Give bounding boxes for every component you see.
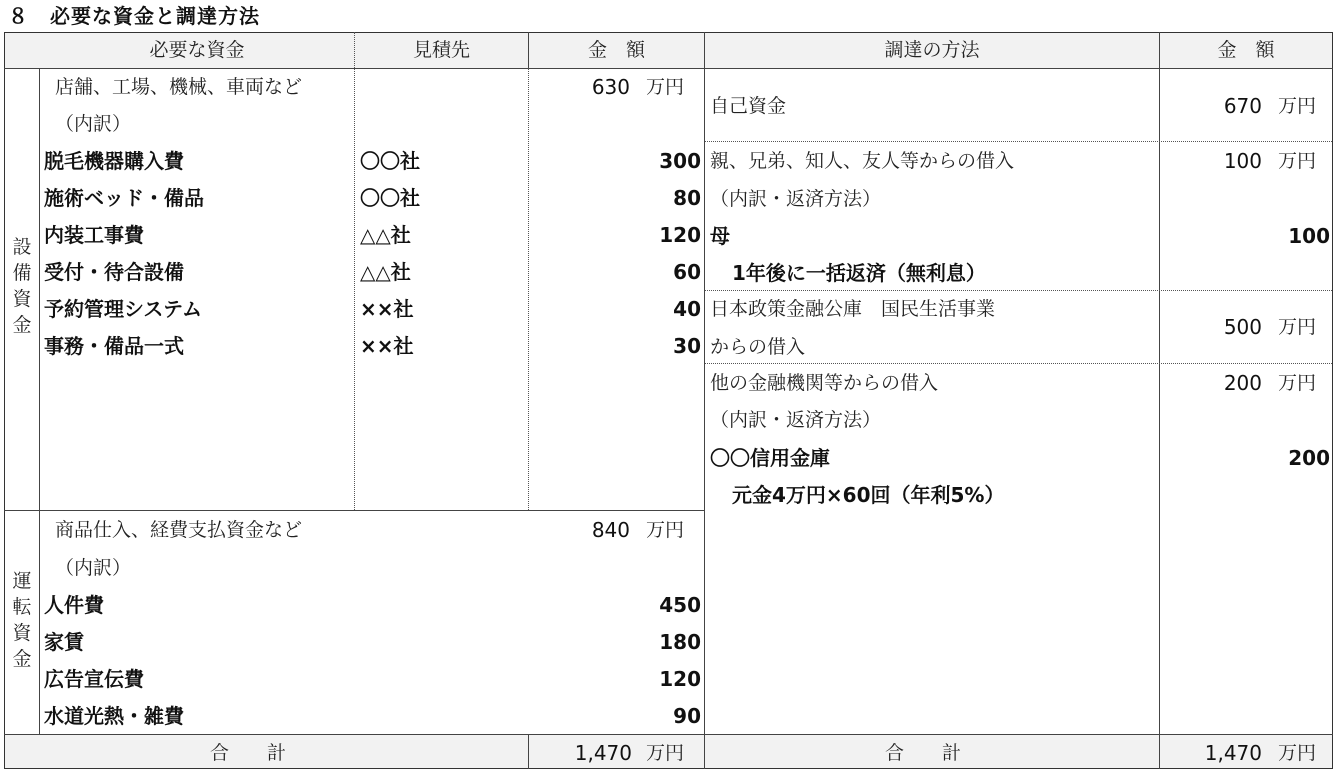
family-loan-amount: 100 [1223, 149, 1262, 173]
operating-item-amount: 450 [659, 593, 701, 617]
jfc-amount: 500 [1223, 315, 1262, 339]
equipment-operating-divider [4, 510, 704, 511]
total-unit-left: 万円 [646, 742, 685, 764]
operating-label-text: 運転資金 [12, 570, 32, 670]
header-need: 必要な資金 [149, 39, 245, 61]
other-terms: 元金4万円×60回（年利5%） [732, 483, 1005, 507]
equipment-item-vendor: 〇〇社 [360, 186, 420, 210]
operating-item-amount: 120 [659, 667, 701, 691]
other-lender-amount: 200 [1288, 446, 1330, 470]
equipment-item-vendor: △△社 [360, 223, 411, 247]
section-title: ８ 必要な資金と調達方法 [8, 4, 260, 28]
header-amount-right: 金 額 [1217, 39, 1275, 61]
equipment-item-vendor: 〇〇社 [360, 149, 420, 173]
equipment-breakdown: （内訳） [55, 113, 132, 135]
equipment-item-name: 受付・待合設備 [44, 260, 184, 284]
other-breakdown: （内訳・返済方法） [710, 409, 882, 431]
equipment-item-name: 事務・備品一式 [44, 334, 184, 358]
header-amount-left: 金 額 [587, 39, 645, 61]
col-divider [528, 734, 529, 769]
operating-item-name: 家賃 [44, 630, 84, 654]
funding-row-divider [705, 290, 1332, 291]
other-loan-unit: 万円 [1278, 372, 1317, 394]
total-amount-left: 1,470 [574, 741, 632, 765]
operating-category: 商品仕入、経費支払資金など [55, 519, 303, 541]
funding-row-divider [705, 141, 1332, 142]
family-lender: 母 [710, 224, 730, 248]
center-divider [704, 32, 705, 769]
jfc-unit: 万円 [1278, 316, 1317, 338]
other-loan-amount: 200 [1223, 371, 1262, 395]
equipment-category: 店舗、工場、機械、車両など [55, 76, 303, 98]
total-unit-right: 万円 [1278, 742, 1317, 764]
other-loan-label: 他の金融機関等からの借入 [710, 372, 939, 394]
label-column-divider [39, 68, 40, 734]
equipment-item-amount: 30 [673, 334, 701, 358]
jfc-line2: からの借入 [710, 336, 806, 358]
operating-total: 840 [591, 518, 630, 542]
other-lender: 〇〇信用金庫 [710, 446, 830, 470]
total-label-left: 合 計 [210, 742, 287, 764]
equipment-item-vendor: △△社 [360, 260, 411, 284]
equipment-item-name: 予約管理システム [44, 297, 202, 321]
totals-divider [4, 734, 1333, 735]
operating-item-amount: 180 [659, 630, 701, 654]
operating-funds-label [10, 568, 34, 672]
equipment-funds-label [10, 234, 34, 338]
equipment-item-name: 内装工事費 [44, 223, 144, 247]
family-breakdown: （内訳・返済方法） [710, 188, 882, 210]
family-lender-amount: 100 [1288, 224, 1330, 248]
header-method: 調達の方法 [884, 39, 980, 61]
header-vendor: 見積先 [412, 39, 470, 61]
operating-item-amount: 90 [673, 704, 701, 728]
total-label-right: 合 計 [885, 742, 962, 764]
equipment-item-vendor: ××社 [360, 334, 414, 358]
family-terms: 1年後に一括返済（無利息） [732, 261, 986, 285]
equipment-item-name: 施術ベッド・備品 [44, 186, 204, 210]
equipment-item-name: 脱毛機器購入費 [44, 149, 184, 173]
operating-breakdown: （内訳） [55, 557, 132, 579]
equipment-item-amount: 120 [659, 223, 701, 247]
operating-item-name: 水道光熱・雑費 [44, 704, 184, 728]
own-capital-unit: 万円 [1278, 95, 1317, 117]
vendor-column-divider [354, 32, 355, 510]
funding-row-divider [705, 363, 1332, 364]
family-loan-label: 親、兄弟、知人、友人等からの借入 [710, 150, 1015, 172]
equipment-item-vendor: ××社 [360, 297, 414, 321]
amount-column-divider [528, 68, 529, 510]
operating-item-name: 広告宣伝費 [44, 667, 144, 691]
family-loan-unit: 万円 [1278, 150, 1317, 172]
equipment-item-amount: 60 [673, 260, 701, 284]
funding-table [4, 32, 1333, 769]
total-amount-right: 1,470 [1204, 741, 1262, 765]
right-amount-divider [1159, 32, 1160, 769]
own-capital-label: 自己資金 [710, 95, 787, 117]
equipment-total: 630 [591, 75, 630, 99]
equipment-item-amount: 40 [673, 297, 701, 321]
header-divider [4, 68, 1333, 69]
equipment-item-amount: 80 [673, 186, 701, 210]
equipment-item-amount: 300 [659, 149, 701, 173]
equipment-label-text: 設備資金 [12, 236, 32, 336]
jfc-line1: 日本政策金融公庫 国民生活事業 [710, 298, 996, 320]
operating-item-name: 人件費 [44, 593, 104, 617]
operating-total-unit: 万円 [646, 519, 685, 541]
own-capital-amount: 670 [1223, 94, 1262, 118]
equipment-total-unit: 万円 [646, 76, 685, 98]
